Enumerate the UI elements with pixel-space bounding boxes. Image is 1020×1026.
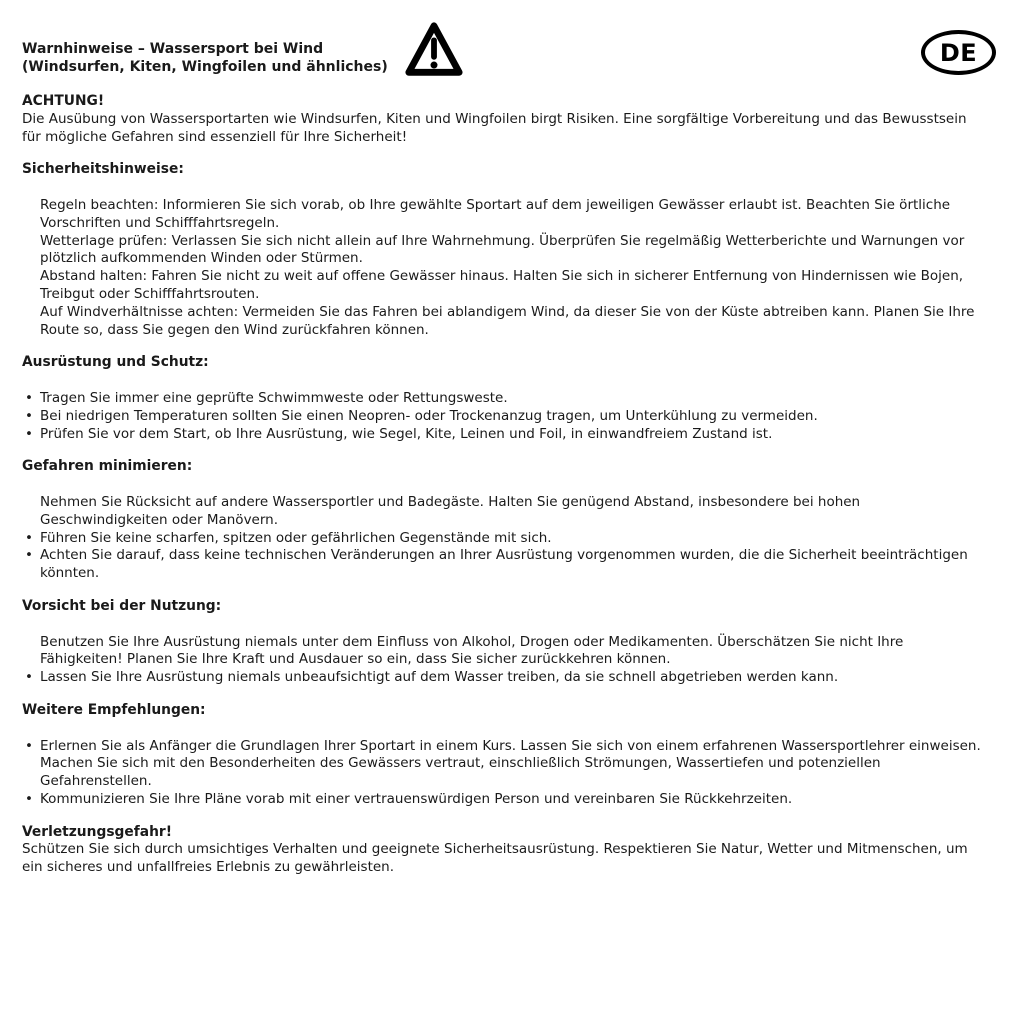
item-text: Auf Windverhältnisse achten: Vermeiden Sie das Fahren bei ablandigem Wind, da dieser Sie von der Küste abtreiben kann. Planen Sie Ihre Route so, dass Sie gegen den Wind zurückfahren können. [40,303,975,338]
section-verletzungsgefahr [22,824,988,877]
bullet-item [22,426,988,444]
page-title-line-1: Warnhinweise – Wassersport bei Wind [22,41,324,57]
section-heading: Weitere Empfehlungen: [22,701,206,718]
warning-triangle-icon [403,20,465,82]
bullet-item [22,669,988,687]
language-badge [921,30,996,75]
item-text: Kommunizieren Sie Ihre Pläne vorab mit einer vertrauenswürdigen Person und vereinbaren Sie Rückkehrzeiten. [40,790,793,807]
item-text: Achten Sie darauf, dass keine technischen Veränderungen an Ihrer Ausrüstung vorgenommen wurden, die die Sicherheit beeinträchtigen könnten. [40,547,968,582]
indented-item [22,268,988,304]
item-text: Lassen Sie Ihre Ausrüstung niemals unbeaufsichtigt auf dem Wasser treiben, da sie schnell abgetrieben werden kann. [40,669,839,686]
bullet-item [22,408,988,426]
item-list [22,390,988,443]
item-text: Erlernen Sie als Anfänger die Grundlagen Ihrer Sportart in einem Kurs. Lassen Sie sich von einem erfahrenen Wassersportlehrer einweisen. [40,737,981,754]
item-text: Abstand halten: Fahren Sie nicht zu weit auf offene Gewässer hinaus. Halten Sie sich in sicherer Entfernung von Hindernissen wie Bojen, Treibgut oder Schifffahrtsrouten. [40,268,964,302]
bullet-marker: • [25,407,33,424]
paragraph: Schützen Sie sich durch umsichtiges Verhalten und geeignete Sicherheitsausrüstung. Respektieren Sie Natur, Wetter und Mitmenschen, um ein sicheres und unfallfreies Erlebnis zu gewährleisten. [22,841,968,876]
bullet-marker: • [25,669,33,686]
bullet-marker: • [25,529,33,546]
bullet-item [22,738,988,756]
item-text: Benutzen Sie Ihre Ausrüstung niemals unter dem Einfluss von Alkohol, Drogen oder Medikamenten. Überschätzen Sie nicht Ihre Fähigkeiten! Planen Sie Ihre Kraft und Ausdauer so ein, dass Sie sicher zurückkehren können. [40,633,904,668]
bullet-item [22,530,988,548]
section-achtung [22,93,988,146]
indented-item [22,304,988,340]
item-list [22,197,988,339]
item-text: Prüfen Sie vor dem Start, ob Ihre Ausrüstung, wie Segel, Kite, Leinen und Foil, in einwandfreiem Zustand ist. [40,425,773,442]
section-sicherheitshinweise [22,161,988,339]
item-text: Nehmen Sie Rücksicht auf andere Wassersportler und Badegäste. Halten Sie genügend Abstand, insbesondere bei hohen Geschwindigkeiten oder Manövern. [40,493,861,528]
item-text: Machen Sie sich mit den Besonderheiten des Gewässers vertraut, einschließlich Strömungen, Wassertiefen und potenziellen Gefahrenstellen. [40,755,881,790]
document-header [22,40,988,78]
section-heading: Vorsicht bei der Nutzung: [22,597,222,614]
section-heading: Sicherheitshinweise: [22,161,184,178]
item-text: Führen Sie keine scharfen, spitzen oder gefährlichen Gegenstände mit sich. [40,529,552,546]
section-ausruestung-und-schutz [22,354,988,443]
indented-item [22,634,988,670]
paragraph: Die Ausübung von Wassersportarten wie Windsurfen, Kiten und Wingfoilen birgt Risiken. Eine sorgfältige Vorbereitung und das Bewusstsein für mögliche Gefahren sind essenziell für Ihre Sicherheit! [22,110,967,145]
item-text: Regeln beachten: Informieren Sie sich vorab, ob Ihre gewählte Sportart auf dem jeweiligen Gewässer erlaubt ist. Beachten Sie örtliche Vorschriften und Schifffahrtsregeln. [40,196,951,231]
bullet-item [22,547,988,583]
item-list [22,494,988,583]
section-heading: ACHTUNG! [22,93,105,109]
section-heading: Ausrüstung und Schutz: [22,354,209,371]
bullet-marker: • [25,737,33,754]
indented-item [22,233,988,269]
indented-item [22,494,988,530]
section-vorsicht-bei-der-nutzung [22,598,988,687]
section-gefahren-minimieren [22,458,988,583]
item-text: Wetterlage prüfen: Verlassen Sie sich nicht allein auf Ihre Wahrnehmung. Überprüfen Sie regelmäßig Wetterberichte und Warnungen vor plötzlich aufkommenden Winden oder Stürmen. [40,232,965,267]
bullet-marker: • [25,425,33,442]
item-list [22,634,988,687]
page-title-line-2: (Windsurfen, Kiten, Wingfoilen und ähnliches) [22,59,388,75]
bullet-item [22,791,988,809]
sections [22,93,988,877]
indented-item [22,755,988,791]
bullet-marker: • [25,790,33,807]
section-heading: Verletzungsgefahr! [22,823,172,840]
item-text: Bei niedrigen Temperaturen sollten Sie einen Neopren- oder Trockenanzug tragen, um Unterkühlung zu vermeiden. [40,407,818,424]
indented-item [22,197,988,233]
section-heading: Gefahren minimieren: [22,458,193,475]
item-text: Tragen Sie immer eine geprüfte Schwimmweste oder Rettungsweste. [40,389,508,406]
language-badge-label: DE [939,38,978,67]
bullet-item [22,390,988,408]
bullet-marker: • [25,389,33,406]
item-list [22,738,988,809]
bullet-marker: • [25,547,33,564]
section-weitere-empfehlungen [22,702,988,809]
